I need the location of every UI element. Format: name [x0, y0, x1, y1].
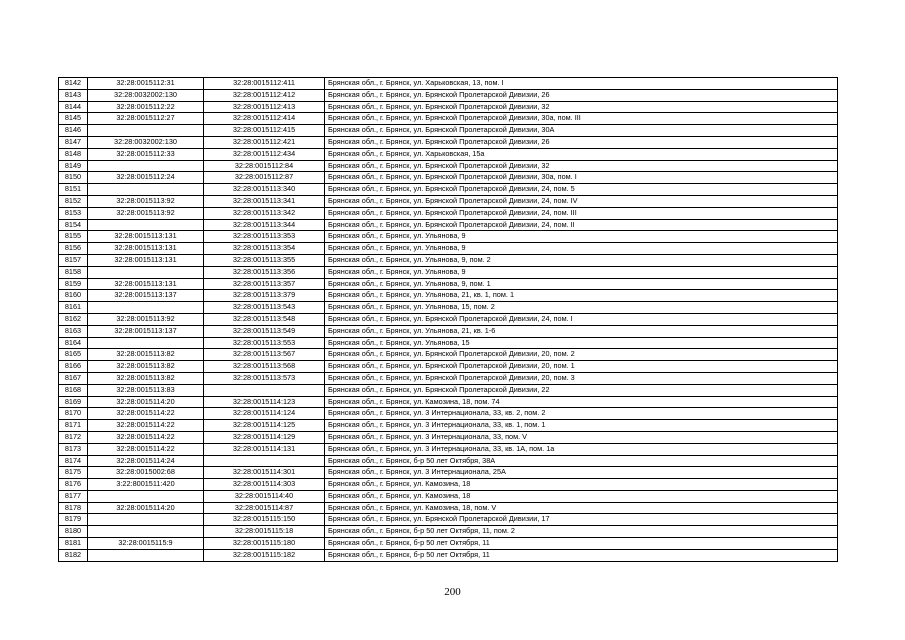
old-cadastral-number-cell: 3:22:8001511:420	[88, 479, 204, 491]
address-cell: Брянская обл., г. Брянск, б-р 50 лет Октября, 38А	[325, 455, 838, 467]
table-row	[59, 549, 838, 561]
cadastral-number-cell: 32:28:0015115:18	[204, 526, 325, 538]
old-cadastral-number-cell: 32:28:0015112:27	[88, 113, 204, 125]
old-cadastral-number-cell: 32:28:0015113:92	[88, 207, 204, 219]
old-cadastral-number-cell: 32:28:0015113:92	[88, 313, 204, 325]
cadastral-number-cell: 32:28:0015113:353	[204, 231, 325, 243]
table-row	[59, 101, 838, 113]
old-cadastral-number-cell: 32:28:0015115:9	[88, 538, 204, 550]
address-cell: Брянская обл., г. Брянск, ул. Камозина, 18, пом. V	[325, 502, 838, 514]
cadastral-number-cell	[204, 384, 325, 396]
row-number-cell: 8157	[59, 254, 88, 266]
table-row	[59, 490, 838, 502]
cadastral-number-cell: 32:28:0015115:150	[204, 514, 325, 526]
address-cell: Брянская обл., г. Брянск, ул. Брянской Пролетарской Дивизии, 30А	[325, 125, 838, 137]
row-number-cell: 8174	[59, 455, 88, 467]
row-number-cell: 8179	[59, 514, 88, 526]
table-row	[59, 195, 838, 207]
address-cell: Брянская обл., г. Брянск, ул. 3 Интернационала, 33, пом. V	[325, 431, 838, 443]
records-table	[58, 77, 838, 562]
table-row	[59, 313, 838, 325]
old-cadastral-number-cell: 32:28:0015112:22	[88, 101, 204, 113]
address-cell: Брянская обл., г. Брянск, ул. Брянской Пролетарской Дивизии, 20, пом. 1	[325, 361, 838, 373]
address-cell: Брянская обл., г. Брянск, ул. 3 Интернационала, 33, кв. 2, пом. 2	[325, 408, 838, 420]
cadastral-number-cell: 32:28:0015113:543	[204, 302, 325, 314]
old-cadastral-number-cell: 32:28:0015113:83	[88, 384, 204, 396]
row-number-cell: 8151	[59, 184, 88, 196]
old-cadastral-number-cell: 32:28:0015113:82	[88, 361, 204, 373]
table-row	[59, 372, 838, 384]
cadastral-number-cell: 32:28:0015113:344	[204, 219, 325, 231]
old-cadastral-number-cell: 32:28:0015113:131	[88, 231, 204, 243]
address-cell: Брянская обл., г. Брянск, ул. Камозина, 18	[325, 479, 838, 491]
address-cell: Брянская обл., г. Брянск, ул. Брянской Пролетарской Дивизии, 30а, пом. I	[325, 172, 838, 184]
old-cadastral-number-cell: 32:28:0015113:82	[88, 372, 204, 384]
cadastral-number-cell: 32:28:0015113:354	[204, 243, 325, 255]
table-row	[59, 384, 838, 396]
cadastral-number-cell: 32:28:0015114:131	[204, 443, 325, 455]
row-number-cell: 8143	[59, 89, 88, 101]
address-cell: Брянская обл., г. Брянск, ул. 3 Интернационала, 33, кв. 1А, пом. 1а	[325, 443, 838, 455]
row-number-cell: 8177	[59, 490, 88, 502]
address-cell: Брянская обл., г. Брянск, ул. Ульянова, 21, кв. 1-6	[325, 325, 838, 337]
old-cadastral-number-cell	[88, 125, 204, 137]
address-cell: Брянская обл., г. Брянск, ул. 3 Интернационала, 25А	[325, 467, 838, 479]
cadastral-number-cell: 32:28:0015113:379	[204, 290, 325, 302]
table-row	[59, 254, 838, 266]
old-cadastral-number-cell: 32:28:0015114:20	[88, 502, 204, 514]
old-cadastral-number-cell: 32:28:0015113:137	[88, 325, 204, 337]
cadastral-number-cell: 32:28:0015114:40	[204, 490, 325, 502]
row-number-cell: 8181	[59, 538, 88, 550]
table-row	[59, 266, 838, 278]
cadastral-number-cell: 32:28:0015113:341	[204, 195, 325, 207]
cadastral-number-cell: 32:28:0015112:434	[204, 148, 325, 160]
address-cell: Брянская обл., г. Брянск, ул. Ульянова, 21, кв. 1, пом. 1	[325, 290, 838, 302]
table-row	[59, 160, 838, 172]
cadastral-number-cell: 32:28:0015112:413	[204, 101, 325, 113]
cadastral-number-cell: 32:28:0015112:84	[204, 160, 325, 172]
address-cell: Брянская обл., г. Брянск, ул. Камозина, 18	[325, 490, 838, 502]
table-row	[59, 538, 838, 550]
cadastral-number-cell	[204, 455, 325, 467]
cadastral-number-cell: 32:28:0015113:340	[204, 184, 325, 196]
cadastral-number-cell: 32:28:0015113:549	[204, 325, 325, 337]
cadastral-number-cell: 32:28:0015114:129	[204, 431, 325, 443]
address-cell: Брянская обл., г. Брянск, ул. Брянской Пролетарской Дивизии, 17	[325, 514, 838, 526]
row-number-cell: 8152	[59, 195, 88, 207]
old-cadastral-number-cell	[88, 160, 204, 172]
row-number-cell: 8149	[59, 160, 88, 172]
address-cell: Брянская обл., г. Брянск, ул. Брянской Пролетарской Дивизии, 32	[325, 160, 838, 172]
old-cadastral-number-cell: 32:28:0015113:82	[88, 349, 204, 361]
cadastral-number-cell: 32:28:0015113:355	[204, 254, 325, 266]
cadastral-number-cell: 32:28:0015113:548	[204, 313, 325, 325]
address-cell: Брянская обл., г. Брянск, ул. Камозина, 18, пом. 74	[325, 396, 838, 408]
old-cadastral-number-cell: 32:28:0015114:22	[88, 408, 204, 420]
table-row	[59, 148, 838, 160]
cadastral-number-cell: 32:28:0015113:342	[204, 207, 325, 219]
table-row	[59, 431, 838, 443]
old-cadastral-number-cell: 32:28:0015114:22	[88, 443, 204, 455]
old-cadastral-number-cell: 32:28:0015113:131	[88, 278, 204, 290]
table-row	[59, 396, 838, 408]
cadastral-number-cell: 32:28:0015115:182	[204, 549, 325, 561]
old-cadastral-number-cell	[88, 302, 204, 314]
cadastral-number-cell: 32:28:0015112:421	[204, 136, 325, 148]
address-cell: Брянская обл., г. Брянск, ул. Брянской Пролетарской Дивизии, 24, пом. III	[325, 207, 838, 219]
row-number-cell: 8182	[59, 549, 88, 561]
address-cell: Брянская обл., г. Брянск, ул. Брянской Пролетарской Дивизии, 24, пом. IV	[325, 195, 838, 207]
address-cell: Брянская обл., г. Брянск, б-р 50 лет Октября, 11	[325, 538, 838, 550]
row-number-cell: 8163	[59, 325, 88, 337]
old-cadastral-number-cell: 32:28:0032002:130	[88, 136, 204, 148]
old-cadastral-number-cell: 32:28:0015114:20	[88, 396, 204, 408]
cadastral-number-cell: 32:28:0015113:553	[204, 337, 325, 349]
row-number-cell: 8164	[59, 337, 88, 349]
cadastral-number-cell: 32:28:0015114:125	[204, 420, 325, 432]
table-row	[59, 136, 838, 148]
row-number-cell: 8142	[59, 78, 88, 90]
cadastral-number-cell: 32:28:0015112:411	[204, 78, 325, 90]
row-number-cell: 8178	[59, 502, 88, 514]
address-cell: Брянская обл., г. Брянск, ул. Ульянова, 15	[325, 337, 838, 349]
table-row	[59, 113, 838, 125]
page-number: 200	[444, 586, 461, 598]
old-cadastral-number-cell: 32:28:0015112:33	[88, 148, 204, 160]
table-row	[59, 207, 838, 219]
address-cell: Брянская обл., г. Брянск, ул. Ульянова, 9	[325, 266, 838, 278]
row-number-cell: 8165	[59, 349, 88, 361]
table-row	[59, 408, 838, 420]
row-number-cell: 8153	[59, 207, 88, 219]
row-number-cell: 8156	[59, 243, 88, 255]
address-cell: Брянская обл., г. Брянск, ул. Брянской Пролетарской Дивизии, 30а, пом. III	[325, 113, 838, 125]
cadastral-number-cell: 32:28:0015114:87	[204, 502, 325, 514]
row-number-cell: 8171	[59, 420, 88, 432]
cadastral-number-cell: 32:28:0015113:567	[204, 349, 325, 361]
cadastral-number-cell: 32:28:0015113:357	[204, 278, 325, 290]
old-cadastral-number-cell: 32:28:0015112:31	[88, 78, 204, 90]
old-cadastral-number-cell: 32:28:0032002:130	[88, 89, 204, 101]
address-cell: Брянская обл., г. Брянск, ул. Брянской Пролетарской Дивизии, 22	[325, 384, 838, 396]
table-row	[59, 172, 838, 184]
table-row	[59, 125, 838, 137]
cadastral-number-cell: 32:28:0015112:414	[204, 113, 325, 125]
table-row	[59, 467, 838, 479]
table-row	[59, 184, 838, 196]
address-cell: Брянская обл., г. Брянск, ул. Ульянова, 15, пом. 2	[325, 302, 838, 314]
table-row	[59, 278, 838, 290]
row-number-cell: 8175	[59, 467, 88, 479]
address-cell: Брянская обл., г. Брянск, б-р 50 лет Октября, 11, пом. 2	[325, 526, 838, 538]
address-cell: Брянская обл., г. Брянск, ул. Брянской Пролетарской Дивизии, 26	[325, 89, 838, 101]
row-number-cell: 8172	[59, 431, 88, 443]
address-cell: Брянская обл., г. Брянск, ул. Ульянова, 9, пом. 1	[325, 278, 838, 290]
cadastral-number-cell: 32:28:0015113:356	[204, 266, 325, 278]
row-number-cell: 8146	[59, 125, 88, 137]
table-row	[59, 337, 838, 349]
old-cadastral-number-cell	[88, 337, 204, 349]
old-cadastral-number-cell	[88, 219, 204, 231]
cadastral-number-cell: 32:28:0015112:415	[204, 125, 325, 137]
table-row	[59, 78, 838, 90]
address-cell: Брянская обл., г. Брянск, ул. Брянской Пролетарской Дивизии, 20, пом. 3	[325, 372, 838, 384]
table-row	[59, 349, 838, 361]
address-cell: Брянская обл., г. Брянск, ул. Ульянова, 9	[325, 243, 838, 255]
address-cell: Брянская обл., г. Брянск, ул. 3 Интернационала, 33, кв. 1, пом. 1	[325, 420, 838, 432]
old-cadastral-number-cell: 32:28:0015002:68	[88, 467, 204, 479]
row-number-cell: 8161	[59, 302, 88, 314]
row-number-cell: 8180	[59, 526, 88, 538]
row-number-cell: 8144	[59, 101, 88, 113]
row-number-cell: 8159	[59, 278, 88, 290]
table-row	[59, 420, 838, 432]
old-cadastral-number-cell: 32:28:0015112:24	[88, 172, 204, 184]
row-number-cell: 8170	[59, 408, 88, 420]
row-number-cell: 8147	[59, 136, 88, 148]
address-cell: Брянская обл., г. Брянск, ул. Ульянова, 9	[325, 231, 838, 243]
old-cadastral-number-cell: 32:28:0015113:137	[88, 290, 204, 302]
address-cell: Брянская обл., г. Брянск, ул. Харьковская, 13, пом. I	[325, 78, 838, 90]
cadastral-number-cell: 32:28:0015113:568	[204, 361, 325, 373]
cadastral-number-cell: 32:28:0015114:303	[204, 479, 325, 491]
cadastral-number-cell: 32:28:0015115:180	[204, 538, 325, 550]
old-cadastral-number-cell: 32:28:0015114:22	[88, 420, 204, 432]
records-table-body	[59, 78, 838, 562]
old-cadastral-number-cell: 32:28:0015113:92	[88, 195, 204, 207]
row-number-cell: 8160	[59, 290, 88, 302]
old-cadastral-number-cell	[88, 526, 204, 538]
old-cadastral-number-cell	[88, 184, 204, 196]
table-row	[59, 514, 838, 526]
table-row	[59, 325, 838, 337]
row-number-cell: 8162	[59, 313, 88, 325]
table-row	[59, 219, 838, 231]
address-cell: Брянская обл., г. Брянск, ул. Брянской Пролетарской Дивизии, 26	[325, 136, 838, 148]
table-row	[59, 302, 838, 314]
address-cell: Брянская обл., г. Брянск, б-р 50 лет Октября, 11	[325, 549, 838, 561]
table-row	[59, 443, 838, 455]
row-number-cell: 8169	[59, 396, 88, 408]
old-cadastral-number-cell: 32:28:0015114:24	[88, 455, 204, 467]
row-number-cell: 8168	[59, 384, 88, 396]
old-cadastral-number-cell: 32:28:0015113:131	[88, 243, 204, 255]
table-row	[59, 455, 838, 467]
row-number-cell: 8155	[59, 231, 88, 243]
cadastral-number-cell: 32:28:0015114:123	[204, 396, 325, 408]
table-row	[59, 290, 838, 302]
row-number-cell: 8166	[59, 361, 88, 373]
row-number-cell: 8150	[59, 172, 88, 184]
address-cell: Брянская обл., г. Брянск, ул. Брянской Пролетарской Дивизии, 20, пом. 2	[325, 349, 838, 361]
row-number-cell: 8145	[59, 113, 88, 125]
table-row	[59, 502, 838, 514]
cadastral-number-cell: 32:28:0015112:87	[204, 172, 325, 184]
old-cadastral-number-cell: 32:28:0015113:131	[88, 254, 204, 266]
row-number-cell: 8158	[59, 266, 88, 278]
table-row	[59, 526, 838, 538]
row-number-cell: 8176	[59, 479, 88, 491]
table-row	[59, 231, 838, 243]
cadastral-number-cell: 32:28:0015113:573	[204, 372, 325, 384]
old-cadastral-number-cell	[88, 549, 204, 561]
cadastral-number-cell: 32:28:0015114:124	[204, 408, 325, 420]
cadastral-number-cell: 32:28:0015114:301	[204, 467, 325, 479]
old-cadastral-number-cell	[88, 514, 204, 526]
address-cell: Брянская обл., г. Брянск, ул. Харьковская, 15а	[325, 148, 838, 160]
address-cell: Брянская обл., г. Брянск, ул. Брянской Пролетарской Дивизии, 24, пом. II	[325, 219, 838, 231]
row-number-cell: 8154	[59, 219, 88, 231]
table-row	[59, 479, 838, 491]
old-cadastral-number-cell	[88, 490, 204, 502]
table-row	[59, 89, 838, 101]
address-cell: Брянская обл., г. Брянск, ул. Брянской Пролетарской Дивизии, 24, пом. 5	[325, 184, 838, 196]
address-cell: Брянская обл., г. Брянск, ул. Брянской Пролетарской Дивизии, 32	[325, 101, 838, 113]
row-number-cell: 8167	[59, 372, 88, 384]
address-cell: Брянская обл., г. Брянск, ул. Брянской Пролетарской Дивизии, 24, пом. I	[325, 313, 838, 325]
table-row	[59, 361, 838, 373]
cadastral-number-cell: 32:28:0015112:412	[204, 89, 325, 101]
table-row	[59, 243, 838, 255]
row-number-cell: 8173	[59, 443, 88, 455]
row-number-cell: 8148	[59, 148, 88, 160]
old-cadastral-number-cell: 32:28:0015114:22	[88, 431, 204, 443]
old-cadastral-number-cell	[88, 266, 204, 278]
address-cell: Брянская обл., г. Брянск, ул. Ульянова, 9, пом. 2	[325, 254, 838, 266]
